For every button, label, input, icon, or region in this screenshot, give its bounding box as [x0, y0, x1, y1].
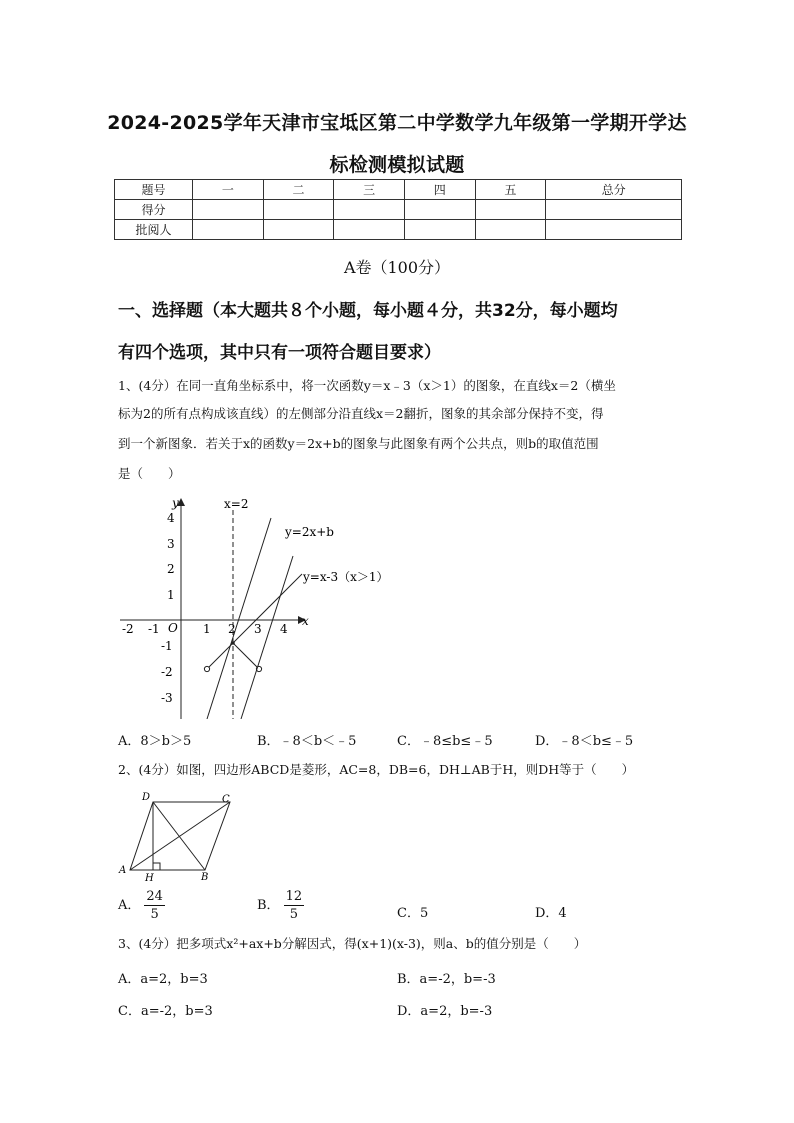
- open-endpoint-left: [204, 666, 209, 671]
- y-tick-label: 2: [167, 562, 175, 576]
- score-table-header-cell: 一: [193, 180, 264, 200]
- fraction-numerator: 12: [285, 889, 303, 904]
- question-1-line-2: 标为2的所有点构成该直线）的左侧部分沿直线x＝2翻折，图象的其余部分保持不变，得: [118, 406, 604, 421]
- x-tick-label: 3: [254, 622, 262, 636]
- question-1-option-a[interactable]: A．8＞b＞5: [118, 734, 192, 749]
- score-cell[interactable]: [193, 200, 264, 220]
- score-cell[interactable]: [263, 200, 334, 220]
- vertex-label-d: D: [142, 792, 151, 803]
- y-tick-label: -3: [161, 691, 173, 705]
- section-heading-line-1: 一、选择题（本大题共８个小题，每小题４分，共32分，每小题均: [118, 301, 618, 321]
- label-x-equals-2: x=2: [224, 497, 249, 511]
- question-2-option-a[interactable]: [118, 888, 165, 923]
- label-y-x-minus-3: y=x-3（x＞1）: [303, 570, 389, 584]
- score-cell[interactable]: [404, 200, 475, 220]
- score-table-header-cell: 总分: [546, 180, 682, 200]
- graph-segment-right: [233, 574, 302, 643]
- graph-original-segment: [233, 643, 259, 669]
- y-tick-label: -1: [161, 639, 173, 653]
- question-1-line-3: 到一个新图象．若关于x的函数y＝2x+b的图象与此图象有两个公共点，则b的取值范围: [118, 436, 599, 451]
- x-tick-label: 2: [228, 622, 236, 636]
- score-table: [114, 179, 682, 240]
- origin-label: O: [168, 621, 178, 635]
- graph-reflected-segment: [207, 643, 233, 669]
- y-tick-label: 1: [167, 588, 175, 602]
- question-3-option-c[interactable]: C．a=-2，b=3: [118, 1004, 213, 1019]
- question-3-option-a[interactable]: A．a=2，b=3: [118, 972, 208, 987]
- question-2-option-c[interactable]: C．5: [397, 906, 429, 921]
- vertex-label-c: C: [222, 794, 230, 805]
- question-1-option-d[interactable]: D．﹣8＜b≤﹣5: [535, 734, 634, 749]
- fraction: [284, 888, 305, 923]
- score-cell[interactable]: [334, 200, 405, 220]
- score-cell[interactable]: [546, 200, 682, 220]
- score-table-header-cell: 三: [334, 180, 405, 200]
- score-table-header-cell: 二: [263, 180, 334, 200]
- option-letter: A．: [118, 898, 141, 913]
- grader-cell[interactable]: [334, 220, 405, 240]
- y-tick-label: 4: [167, 511, 175, 525]
- document-title-line-1: 2024-2025学年天津市宝坻区第二中学数学九年级第一学期开学达: [107, 112, 687, 134]
- score-table-row: [115, 220, 682, 240]
- grader-cell[interactable]: [263, 220, 334, 240]
- fraction-numerator: 24: [146, 889, 163, 904]
- vertex-label-a: A: [119, 865, 127, 876]
- diagonal-db: [153, 802, 205, 870]
- x-axis-label: x: [302, 614, 309, 628]
- section-heading-line-2: 有四个选项，其中只有一项符合题目要求）: [118, 343, 441, 363]
- fraction-denominator: 5: [150, 907, 159, 922]
- vertex-label-b: B: [201, 872, 209, 882]
- fraction-denominator: 5: [289, 907, 298, 922]
- score-table-header-cell: 四: [404, 180, 475, 200]
- grader-cell[interactable]: [193, 220, 264, 240]
- question-2-option-d[interactable]: D．4: [535, 906, 567, 921]
- question-3-option-d[interactable]: D．a=2，b=-3: [397, 1004, 493, 1019]
- question-1-option-c[interactable]: C．﹣8≤b≤﹣5: [397, 734, 493, 749]
- question-1-graph: [110, 494, 410, 719]
- grader-cell[interactable]: [475, 220, 546, 240]
- question-3-text: 3、(4分）把多项式x²+ax+b分解因式，得(x+1)(x-3)，则a、b的值分别是（ ）: [118, 936, 587, 951]
- score-table-header-row: [115, 180, 682, 200]
- fraction: [144, 888, 165, 923]
- question-1-line-4: 是（ ）: [118, 466, 181, 481]
- volume-label: A卷（100分）: [343, 258, 451, 277]
- right-angle-mark: [153, 863, 160, 870]
- document-title-line-2: 标检测模拟试题: [329, 154, 465, 176]
- question-1-option-b[interactable]: B．﹣8＜b＜﹣5: [257, 734, 357, 749]
- score-table-header-cell: 题号: [115, 180, 193, 200]
- question-2-rhombus-figure: [115, 790, 245, 882]
- y-tick-label: -2: [161, 665, 173, 679]
- diagonal-ac: [130, 802, 230, 870]
- x-tick-label: 4: [280, 622, 288, 636]
- x-tick-label: 1: [203, 622, 211, 636]
- score-cell[interactable]: [475, 200, 546, 220]
- y-axis-label: y: [172, 496, 179, 510]
- line-2x-b-lower: [241, 556, 293, 719]
- question-2-option-b[interactable]: [257, 888, 304, 923]
- option-letter: B．: [257, 898, 280, 913]
- line-2x-b-upper: [207, 518, 271, 719]
- grader-cell[interactable]: [546, 220, 682, 240]
- score-table-header-cell: 五: [475, 180, 546, 200]
- x-tick-label: -1: [148, 622, 160, 636]
- question-3-option-b[interactable]: B．a=-2，b=-3: [397, 972, 496, 987]
- foot-label-h: H: [145, 873, 154, 882]
- question-2-text: 2、(4分）如图，四边形ABCD是菱形，AC=8，DB=6，DH⊥AB于H，则DH等于（ ）: [118, 762, 635, 777]
- y-tick-label: 3: [167, 537, 175, 551]
- x-tick-label: -2: [122, 622, 134, 636]
- score-table-row-label: 批阅人: [115, 220, 193, 240]
- question-1-line-1: 1、(4分）在同一直角坐标系中，将一次函数y＝x﹣3（x＞1）的图象，在直线x＝2（横坐: [118, 378, 616, 393]
- score-table-row: [115, 200, 682, 220]
- label-y-2x-b: y=2x+b: [285, 525, 334, 539]
- score-table-row-label: 得分: [115, 200, 193, 220]
- grader-cell[interactable]: [404, 220, 475, 240]
